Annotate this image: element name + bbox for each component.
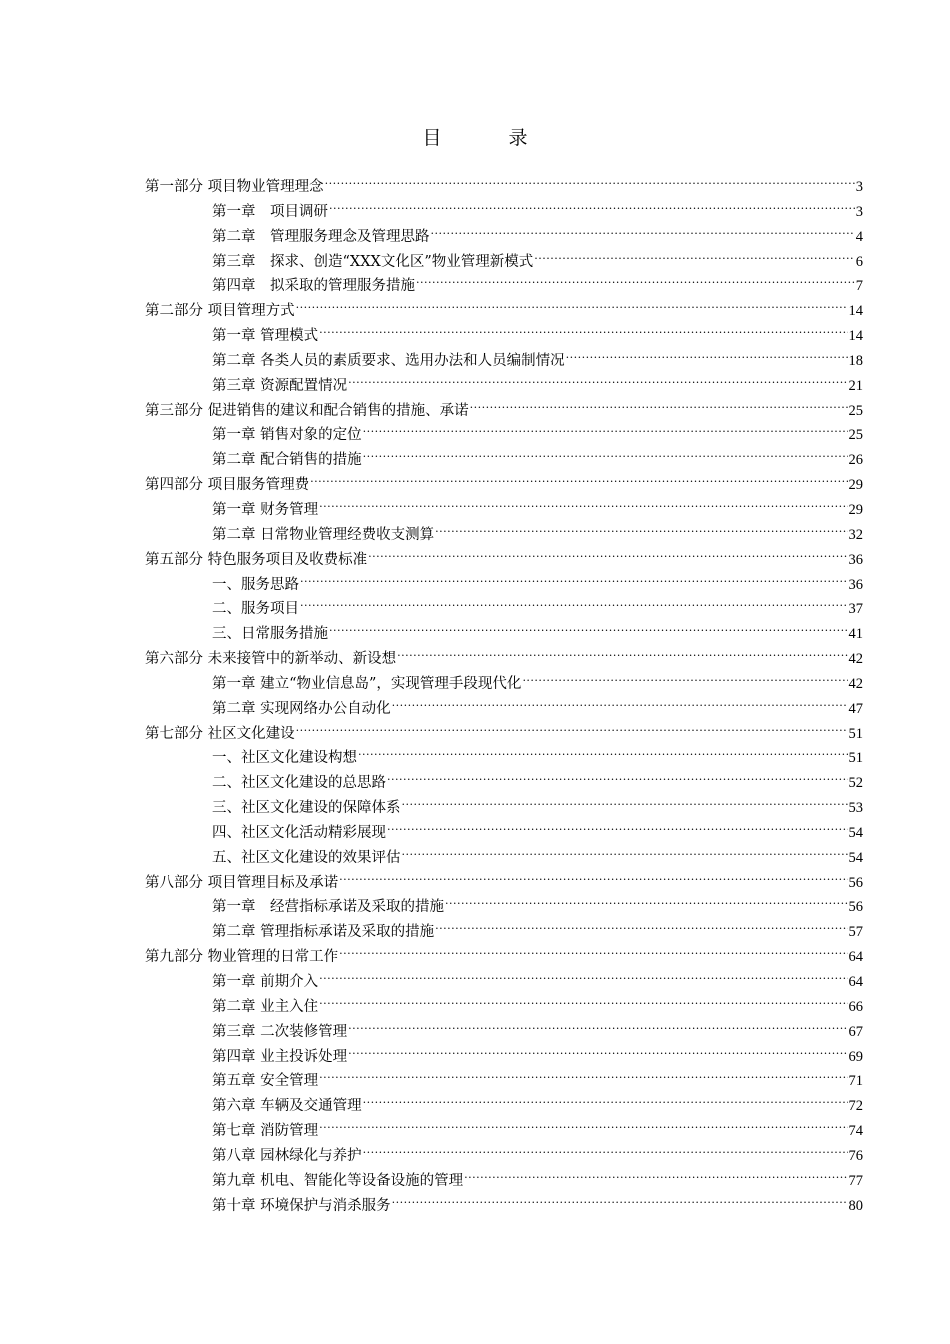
toc-page-number: 29 [848, 501, 863, 518]
toc-entry-label: 四、社区文化活动精彩展现 [212, 824, 386, 841]
toc-entry-label: 第二章 实现网络办公自动化 [212, 700, 391, 717]
toc-entry-label: 第八章 园林绿化与养护 [212, 1147, 362, 1164]
toc-entry-label: 第三部分 促进销售的建议和配合销售的措施、承诺 [145, 402, 469, 419]
toc-dot-leader [431, 217, 855, 241]
toc-page-number: 41 [848, 626, 863, 643]
toc-title: 目 录 [422, 127, 552, 149]
toc-entry-label: 二、服务项目 [212, 601, 299, 618]
toc-dot-leader [339, 937, 847, 961]
toc-entry-label: 第二章 业主入住 [212, 998, 319, 1015]
toc-entry-label: 第三章 探求、创造“XXX文化区”物业管理新模式 [212, 253, 534, 270]
toc-entry-label: 第六章 车辆及交通管理 [212, 1098, 362, 1115]
toc-dot-leader [368, 540, 847, 564]
toc-dot-leader [402, 788, 848, 812]
toc-dot-leader [296, 714, 848, 738]
toc-dot-leader [402, 838, 848, 862]
toc-entry-label: 第二章 配合销售的措施 [212, 452, 362, 469]
toc-page-number: 32 [848, 526, 863, 543]
toc-dot-leader [319, 1061, 847, 1085]
toc-dot-leader [348, 366, 847, 390]
toc-dot-leader [363, 1136, 848, 1160]
toc-page-number: 72 [848, 1098, 863, 1115]
toc-dot-leader [329, 614, 848, 638]
toc-page-number: 6 [855, 253, 863, 270]
toc-dot-leader [339, 863, 847, 887]
toc-dot-leader [329, 192, 855, 216]
toc-entry-label: 第九部分 物业管理的日常工作 [145, 949, 339, 966]
toc-dot-leader [392, 1186, 848, 1210]
toc-dot-leader [392, 689, 848, 713]
toc-entry-label: 第一章 项目调研 [212, 203, 328, 220]
toc-page-number: 76 [848, 1147, 863, 1164]
toc-page-number: 3 [855, 179, 863, 195]
toc-entry-label: 第二章 管理服务理念及管理思路 [212, 228, 430, 245]
toc-dot-leader [325, 167, 855, 191]
toc-dot-leader [319, 987, 847, 1011]
toc-dot-leader [319, 1111, 847, 1135]
toc-dot-leader [566, 341, 848, 365]
toc-page-number: 56 [848, 874, 863, 891]
toc-page-number: 71 [848, 1073, 863, 1090]
toc-entry-label: 第四部分 项目服务管理费 [145, 477, 310, 494]
toc-dot-leader [300, 589, 848, 613]
toc-page-number: 52 [848, 775, 863, 792]
toc-dot-leader [534, 242, 854, 266]
toc-dot-leader [397, 639, 847, 663]
toc-page-number: 51 [848, 725, 863, 742]
toc-dot-leader [296, 291, 848, 315]
toc-entry-label: 第二章 各类人员的素质要求、选用办法和人员编制情况 [212, 352, 565, 369]
toc-entry-label: 二、社区文化建设的总思路 [212, 775, 386, 792]
toc-page-number: 66 [848, 998, 863, 1015]
toc-entry-label: 第一章 前期介入 [212, 974, 319, 990]
toc-page-number: 77 [848, 1172, 863, 1189]
toc-entry-label: 第四章 拟采取的管理服务措施 [212, 278, 415, 295]
table-of-contents [145, 167, 863, 1214]
toc-dot-leader [319, 490, 847, 514]
toc-entry-label: 第一章 建立“物业信息岛”，实现管理手段现代化 [212, 675, 522, 692]
toc-page-number: 54 [848, 849, 863, 866]
toc-part-entry[interactable] [145, 167, 863, 195]
toc-page-number: 7 [855, 278, 863, 295]
toc-page-number: 74 [848, 1123, 863, 1140]
toc-entry-label: 第四章 业主投诉处理 [212, 1048, 348, 1065]
toc-entry-label: 一、社区文化建设构想 [212, 750, 357, 767]
toc-entry-label: 第八部分 项目管理目标及承诺 [145, 874, 339, 891]
toc-page-number: 36 [848, 576, 863, 593]
toc-entry-label: 一、服务思路 [212, 576, 299, 593]
toc-entry-label: 第七部分 社区文化建设 [145, 725, 295, 742]
toc-entry-label: 第一章 管理模式 [212, 328, 319, 345]
toc-page-number: 25 [848, 402, 863, 419]
toc-page-number: 42 [848, 675, 863, 692]
toc-dot-leader [310, 465, 847, 489]
toc-entry-label: 第五部分 特色服务项目及收费标准 [145, 551, 368, 568]
toc-page-number: 56 [848, 899, 863, 916]
toc-entry-label: 三、社区文化建设的保障体系 [212, 800, 401, 817]
toc-page-number: 4 [855, 228, 863, 245]
toc-entry-label: 第九章 机电、智能化等设备设施的管理 [212, 1172, 464, 1189]
toc-dot-leader [464, 1161, 847, 1185]
toc-entry-label: 第一章 财务管理 [212, 501, 319, 518]
toc-dot-leader [300, 565, 848, 589]
toc-dot-leader [348, 1012, 847, 1036]
toc-entry-label: 第五章 安全管理 [212, 1073, 319, 1090]
toc-page-number: 26 [848, 452, 863, 469]
toc-page-number: 51 [848, 750, 863, 767]
toc-page-number: 64 [848, 974, 863, 990]
toc-dot-leader [522, 664, 847, 688]
toc-entry-label: 第六部分 未来接管中的新举动、新设想 [145, 651, 397, 668]
toc-entry-label: 第二部分 项目管理方式 [145, 303, 295, 320]
toc-page-number: 64 [848, 949, 863, 966]
toc-dot-leader [363, 1086, 848, 1110]
toc-entry-label: 第一部分 项目物业管理理念 [145, 179, 324, 195]
toc-entry-label: 三、日常服务措施 [212, 626, 328, 643]
toc-entry-label: 第一章 经营指标承诺及采取的措施 [212, 899, 444, 916]
toc-dot-leader [416, 266, 855, 290]
toc-page-number: 36 [848, 551, 863, 568]
toc-page-number: 69 [848, 1048, 863, 1065]
toc-page-number: 80 [848, 1197, 863, 1214]
toc-entry-label: 第二章 日常物业管理经费收支测算 [212, 526, 435, 543]
toc-dot-leader [363, 415, 848, 439]
toc-dot-leader [319, 316, 847, 340]
toc-dot-leader [319, 962, 847, 986]
toc-entry-label: 第一章 销售对象的定位 [212, 427, 362, 444]
toc-page-number: 18 [848, 352, 863, 369]
toc-page-number: 42 [848, 651, 863, 668]
toc-page-number: 14 [848, 328, 863, 345]
toc-page-number: 53 [848, 800, 863, 817]
toc-dot-leader [387, 813, 848, 837]
toc-page-number: 3 [855, 203, 863, 220]
toc-page-number: 21 [848, 377, 863, 394]
toc-page-number: 57 [848, 924, 863, 941]
toc-page-number: 54 [848, 824, 863, 841]
toc-dot-leader [358, 738, 848, 762]
toc-page-number: 29 [848, 477, 863, 494]
toc-entry-label: 第七章 消防管理 [212, 1123, 319, 1140]
toc-page-number: 47 [848, 700, 863, 717]
toc-entry-label: 第十章 环境保护与消杀服务 [212, 1197, 391, 1214]
toc-dot-leader [445, 887, 848, 911]
toc-entry-label: 五、社区文化建设的效果评估 [212, 849, 401, 866]
toc-page-number: 14 [848, 303, 863, 320]
toc-dot-leader [363, 440, 848, 464]
toc-dot-leader [387, 763, 848, 787]
toc-page-number: 25 [848, 427, 863, 444]
toc-entry-label: 第三章 资源配置情况 [212, 377, 348, 394]
toc-dot-leader [470, 391, 848, 415]
toc-dot-leader [435, 912, 847, 936]
toc-page-number: 37 [848, 601, 863, 618]
toc-dot-leader [435, 515, 847, 539]
toc-entry-label: 第二章 管理指标承诺及采取的措施 [212, 924, 435, 941]
toc-entry-label: 第三章 二次装修管理 [212, 1023, 348, 1040]
toc-dot-leader [348, 1037, 847, 1061]
toc-page-number: 67 [848, 1023, 863, 1040]
